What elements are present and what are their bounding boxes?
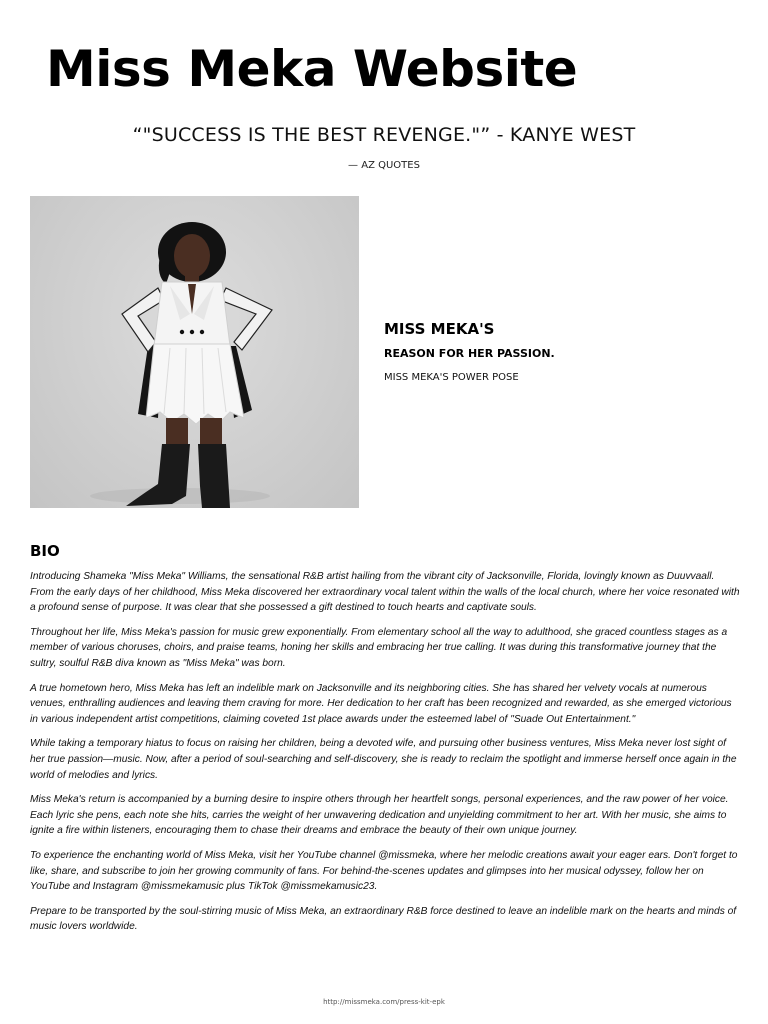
bio-paragraph: Throughout her life, Miss Meka's passion for music grew exponentially. From elementary school all the way to adulthood, she graced countless stages as a member of various choruses, choirs, and praise teams, honing her skills and embracing her true calling. It was during this transformative journey that the sultry, soulful R&B diva known as "Miss Meka" was born. bbox=[30, 626, 728, 669]
photo-caption: MISS MEKA'S POWER POSE bbox=[384, 372, 519, 383]
feature-subtitle: REASON FOR HER PASSION. bbox=[384, 347, 555, 360]
artist-photo bbox=[30, 196, 359, 508]
bio-paragraph: Introducing Shameka "Miss Meka" Williams, the sensational R&B artist hailing from the vibrant city of Jacksonville, Florida, lovingly known as Duuvvaall. From the early days of her childhood, Miss Meka discovered her extraordinary vocal talent within the walls of the local church, where her voice resonated with a profound sense of purpose. It was clear that she possessed a gift destined to touch hearts and captivate souls. bbox=[30, 571, 740, 614]
feature-title: MISS MEKA'S bbox=[384, 320, 495, 338]
bio-paragraph: To experience the enchanting world of Miss Meka, visit her YouTube channel @missmeka, where her melodic creations await your eager ears. Don't forget to like, share, and subscribe to join her growing community of fans. For behind-the-scenes updates and glimpses into her musical odyssey, follow her on YouTube and Instagram @missmekamusic plus TikTok @missmekamusic23. bbox=[30, 849, 738, 893]
site-title: Miss Meka Website bbox=[46, 40, 578, 98]
footer-url: http://missmeka.com/press-kit-epk bbox=[323, 998, 445, 1006]
bio-paragraph: A true hometown hero, Miss Meka has left an indelible mark on Jacksonville and its neighboring cities. She has shared her velvety vocals at numerous venues, enthralling audiences and leaving them craving for more. Her dedication to her craft has been recognized and rewarded, as she emerged victorious in various independent artist competitions, claiming coveted 1st place awards under the esteemed label of "Suade Out Entertainment." bbox=[30, 682, 732, 725]
bio-paragraph: Prepare to be transported by the soul-stirring music of Miss Meka, an extraordinary R&B force destined to leave an indelible mark on the hearts and minds of music lovers worldwide. bbox=[30, 905, 737, 933]
bio-body bbox=[30, 569, 740, 944]
artist-figure-illustration bbox=[30, 196, 359, 508]
feature-caption bbox=[384, 318, 724, 385]
quote-text: “"SUCCESS IS THE BEST REVENGE."” - KANYE WEST bbox=[132, 124, 636, 146]
bio-heading: BIO bbox=[30, 542, 60, 560]
bio-paragraph: While taking a temporary hiatus to focus on raising her children, being a devoted wife, and pursuing other business ventures, Miss Meka never lost sight of her true passion—music. Now, after a period of soul-searching and self-discovery, she is ready to reclaim the spotlight and immerse herself once again in the world of melodies and lyrics. bbox=[30, 738, 737, 781]
quote-source: — AZ QUOTES bbox=[348, 160, 420, 171]
bio-paragraph: Miss Meka's return is accompanied by a burning desire to inspire others through her heartfelt songs, personal experiences, and the raw power of her voice. Each lyric she pens, each note she hits, carries the weight of her unwavering dedication and unyielding commitment to her art. With her music, she aims to ignite a fire within listeners, encouraging them to chase their dreams and embrace the beauty of their own unique journey. bbox=[30, 794, 729, 837]
